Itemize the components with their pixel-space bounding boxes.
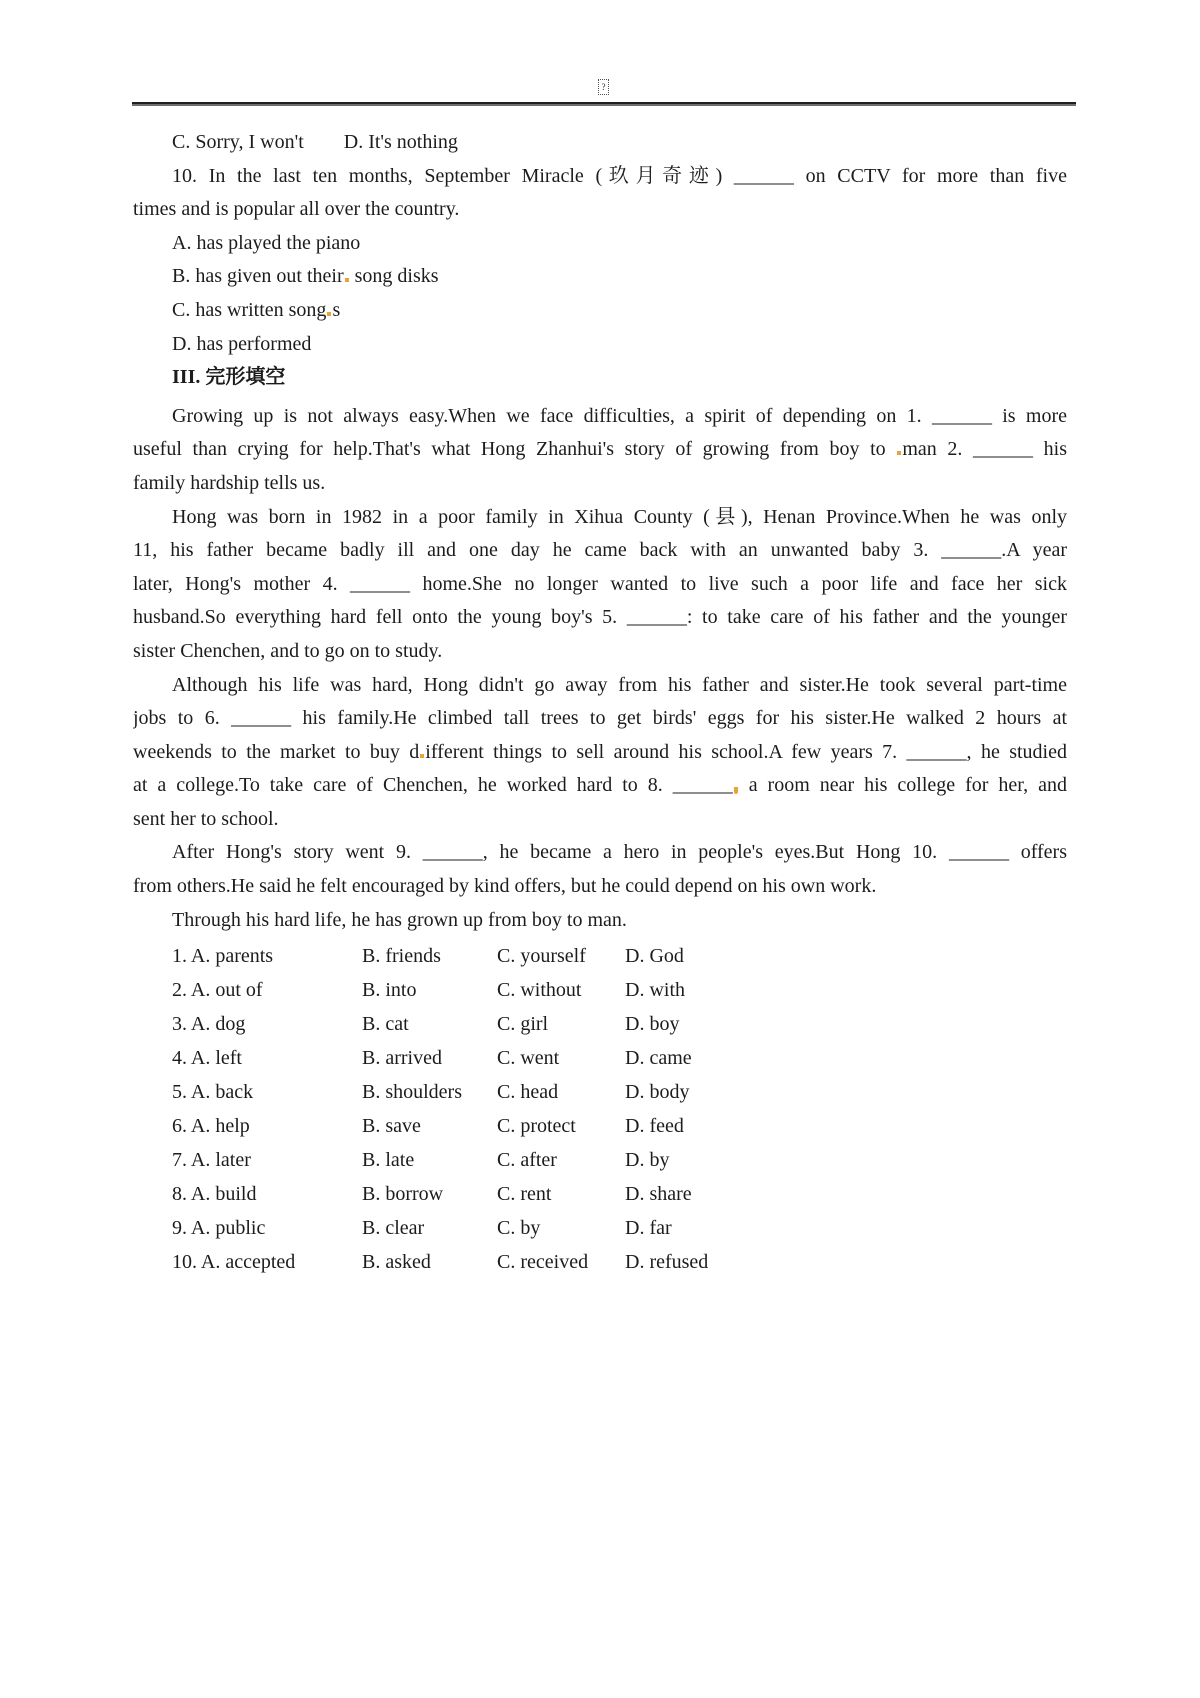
choice-6-a: 6. A. help <box>172 1115 250 1138</box>
choice-1-d: D. God <box>625 945 684 968</box>
cloze-p2-line-3: later, Hong's mother 4. ______ home.She no longer wanted to live such a poor life and face her sick <box>133 572 1067 595</box>
cloze-p1-line-3: family hardship tells us. <box>133 471 326 494</box>
question-10-stem-line-1: 10. In the last ten months, September Miracle (玖月奇迹) ______ on CCTV for more than five <box>172 164 1067 187</box>
choice-1-a: 1. A. parents <box>172 945 274 968</box>
question-10-option-a: A. has played the piano <box>172 231 361 254</box>
cloze-p1-line-2 <box>133 433 1067 467</box>
cloze-p3-line-5: sent her to school. <box>133 807 279 830</box>
cloze-p3-line-1: Although his life was hard, Hong didn't go away from his father and sister.He took several part-time <box>172 673 1067 696</box>
spellcheck-dot-icon <box>420 754 424 758</box>
question-10-option-b <box>133 260 1067 294</box>
p1-line2-text-2: man 2. ______ his <box>902 438 1067 461</box>
cloze-p2-line-4: husband.So everything hard fell onto the young boy's 5. ______: to take care of his father and the younger <box>133 606 1067 629</box>
prev-question-options-cd <box>133 126 1067 160</box>
choice-8-b: B. borrow <box>362 1183 444 1206</box>
choice-8-d: D. share <box>625 1183 692 1206</box>
choice-7-a: 7. A. later <box>172 1149 251 1172</box>
choice-10-d: D. refused <box>625 1251 709 1274</box>
choice-9-d: D. far <box>625 1217 672 1240</box>
cloze-p2-line-1: Hong was born in 1982 in a poor family in Xihua County (县), Henan Province.When he was only <box>172 505 1067 528</box>
option-c-text-1: C. has written song <box>172 298 327 321</box>
choice-9-b: B. clear <box>362 1217 425 1240</box>
spellcheck-dot-icon <box>897 451 901 455</box>
cloze-p4-line-2: from others.He said he felt encouraged by kind offers, but he could depend on his own work. <box>133 875 877 898</box>
cloze-row-6 <box>133 1109 1067 1143</box>
choice-3-b: B. cat <box>362 1013 409 1036</box>
choice-2-b: B. into <box>362 979 417 1002</box>
p3-line4-text-2: a room near his college for her, and <box>748 774 1067 797</box>
cloze-p3-line-2: jobs to 6. ______ his family.He climbed tall trees to get birds' eggs for his sister.He walked 2 hours at <box>133 707 1067 730</box>
prev-option-c: C. Sorry, I won't <box>172 131 304 153</box>
cloze-row-5 <box>133 1075 1067 1109</box>
p3-line3-text-1: weekends to the market to buy d <box>133 740 420 763</box>
cloze-row-8 <box>133 1177 1067 1211</box>
cloze-answer-options <box>133 939 1067 1279</box>
spellcheck-dot-icon <box>327 312 331 316</box>
choice-7-c: C. after <box>497 1149 557 1172</box>
header-rule <box>132 102 1076 106</box>
choice-10-c: C. received <box>497 1251 589 1274</box>
spellcheck-dot-icon <box>345 278 349 282</box>
choice-4-a: 4. A. left <box>172 1047 242 1070</box>
cloze-row-2 <box>133 973 1067 1007</box>
choice-4-c: C. went <box>497 1047 560 1070</box>
cloze-row-1 <box>133 939 1067 973</box>
p1-line2-text-1: useful than crying for help.That's what Hong Zhanhui's story of growing from boy to <box>133 438 886 461</box>
choice-2-c: C. without <box>497 979 582 1002</box>
choice-2-a: 2. A. out of <box>172 979 263 1002</box>
choice-3-d: D. boy <box>625 1013 680 1036</box>
cloze-p3-line-4 <box>133 769 1067 803</box>
cloze-p4-line-3: Through his hard life, he has grown up from boy to man. <box>172 908 627 931</box>
prev-option-d: D. It's nothing <box>343 131 458 153</box>
choice-9-c: C. by <box>497 1217 541 1240</box>
option-b-text-2: song disks <box>354 265 439 288</box>
choice-3-c: C. girl <box>497 1013 549 1036</box>
document-body <box>133 126 1067 1279</box>
cloze-p2-line-5: sister Chenchen, and to go on to study. <box>133 639 443 662</box>
choice-4-d: D. came <box>625 1047 692 1070</box>
choice-8-c: C. rent <box>497 1183 552 1206</box>
option-b-text-1: B. has given out their <box>172 265 344 288</box>
section-heading-cloze: III. 完形填空 <box>172 366 286 389</box>
cloze-row-3 <box>133 1007 1067 1041</box>
cloze-p1-line-1: Growing up is not always easy.When we face difficulties, a spirit of depending on 1. ______ is more <box>172 404 1067 427</box>
choice-6-d: D. feed <box>625 1115 684 1138</box>
choice-7-b: B. late <box>362 1149 415 1172</box>
p3-line3-text-2: ifferent things to sell around his school.A few years 7. ______, he studied <box>425 740 1067 763</box>
choice-1-b: B. friends <box>362 945 441 968</box>
choice-10-b: B. asked <box>362 1251 431 1274</box>
cloze-p4-line-1: After Hong's story went 9. ______, he became a hero in people's eyes.But Hong 10. ______ offers <box>172 841 1067 864</box>
spellcheck-comma-icon <box>734 787 738 794</box>
choice-8-a: 8. A. build <box>172 1183 257 1206</box>
choice-5-a: 5. A. back <box>172 1081 254 1104</box>
option-c-text-2: s <box>332 298 341 321</box>
choice-7-d: D. by <box>625 1149 670 1172</box>
choice-1-c: C. yourself <box>497 945 586 968</box>
question-10-option-d: D. has performed <box>172 332 312 355</box>
cloze-row-4 <box>133 1041 1067 1075</box>
choice-9-a: 9. A. public <box>172 1217 266 1240</box>
cloze-row-7 <box>133 1143 1067 1177</box>
choice-3-a: 3. A. dog <box>172 1013 246 1036</box>
choice-5-c: C. head <box>497 1081 559 1104</box>
cloze-p3-line-3 <box>133 736 1067 770</box>
choice-4-b: B. arrived <box>362 1047 442 1070</box>
choice-6-c: C. protect <box>497 1115 576 1138</box>
cloze-p2-line-2: 11, his father became badly ill and one day he came back with an unwanted baby 3. ______.A year <box>133 539 1067 562</box>
cloze-row-9 <box>133 1211 1067 1245</box>
choice-5-d: D. body <box>625 1081 690 1104</box>
cloze-row-10 <box>133 1245 1067 1279</box>
missing-glyph-icon: ? <box>598 79 609 95</box>
choice-5-b: B. shoulders <box>362 1081 462 1104</box>
choice-2-d: D. with <box>625 979 685 1002</box>
choice-6-b: B. save <box>362 1115 421 1138</box>
question-10-stem-line-2: times and is popular all over the country. <box>133 198 460 221</box>
choice-10-a: 10. A. accepted <box>172 1251 296 1274</box>
p3-line4-text-1: at a college.To take care of Chenchen, he worked hard to 8. ______ <box>133 774 733 797</box>
question-10-option-c <box>133 294 1067 328</box>
